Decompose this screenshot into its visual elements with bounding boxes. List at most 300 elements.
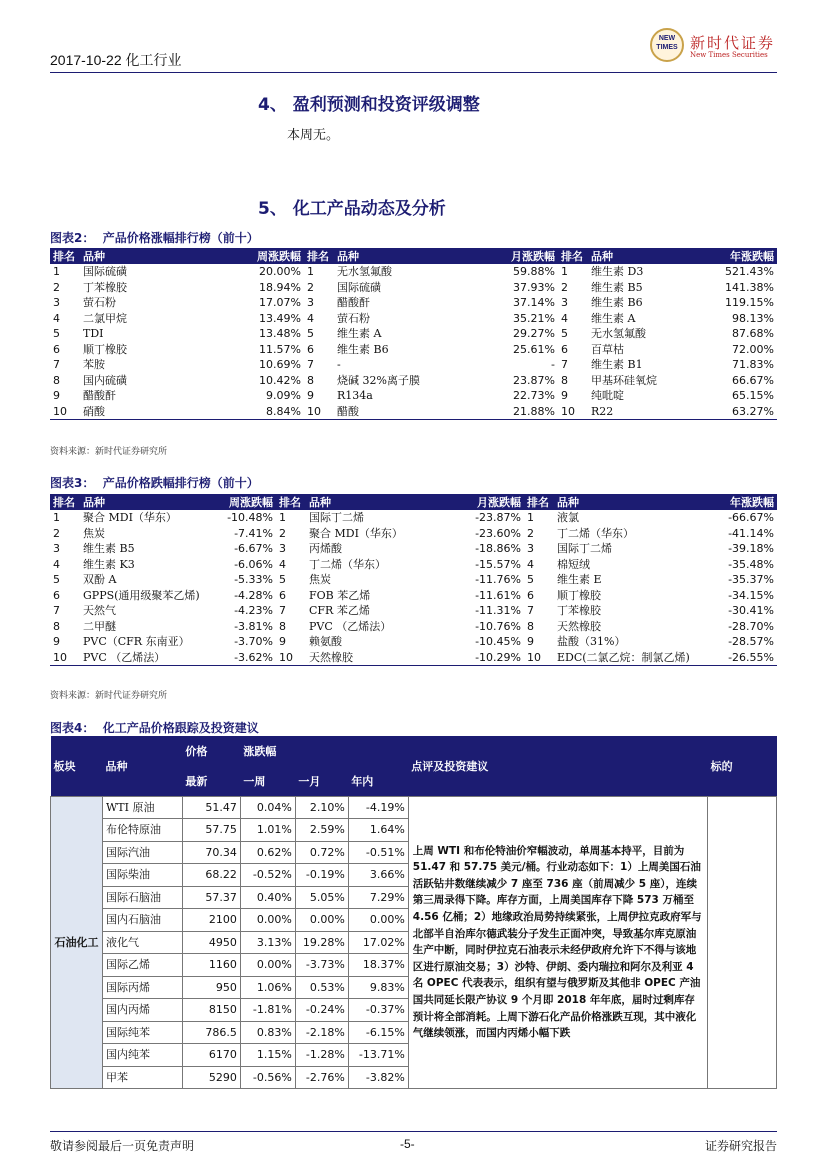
section-4-title: 4、 盈利预测和投资评级调整 [258, 95, 480, 115]
table-cell: 119.15% [725, 296, 774, 310]
table-row [50, 619, 777, 635]
table-cell: 17.07% [259, 296, 301, 310]
table-cell: 23.87% [513, 373, 555, 387]
table-cell: -4.23% [234, 604, 273, 618]
table-cell: 醋酸酐 [83, 389, 116, 403]
table-cell: -3.73% [295, 954, 348, 977]
table-cell: 硝酸 [80, 404, 222, 420]
header-comment: 点评及投资建议 [408, 736, 707, 796]
table-cell: FOB 苯乙烯 [309, 588, 371, 602]
table-3-caption-label: 图表3： [50, 476, 95, 490]
table-cell: -11.31% [475, 604, 521, 618]
price-tracking-table [50, 736, 777, 1089]
table-cell: 棉短绒 [557, 557, 590, 571]
table-cell: 0.00% [348, 909, 408, 932]
table-cell: -28.57% [728, 635, 774, 649]
table-cell: 5 [53, 327, 60, 341]
table-row [50, 557, 777, 573]
table-cell: 醋酸酐 [337, 296, 370, 310]
table-cell: 57.37 [182, 886, 240, 909]
table-cell: 维生素 B1 [591, 358, 643, 372]
table-row [50, 634, 777, 650]
table-cell: 国际硫磺 [337, 280, 381, 294]
table-cell: 21.88% [476, 404, 558, 420]
header-cell: 排名 [50, 248, 80, 264]
table-cell: 维生素 E [557, 573, 602, 587]
table-cell: 0.40% [240, 886, 295, 909]
table-cell: 6 [307, 342, 314, 356]
table-cell: 纯吡啶 [591, 389, 624, 403]
table-cell: 7 [53, 358, 60, 372]
table-cell: GPPS(通用级聚苯乙烯) [83, 588, 200, 602]
table-cell: -10.45% [475, 635, 521, 649]
table-cell: 维生素 A [337, 327, 382, 341]
table-cell: 13.48% [259, 327, 301, 341]
footer-divider [50, 1131, 777, 1132]
table-3-source: 资料来源：新时代证券研究所 [50, 691, 168, 701]
table-cell: 萤石粉 [83, 296, 116, 310]
table-cell: 0.00% [295, 909, 348, 932]
table-cell: 4 [279, 557, 286, 571]
table-cell: 国际汽油 [102, 841, 182, 864]
table-cell: 0.53% [295, 976, 348, 999]
table-cell: 37.14% [513, 296, 555, 310]
table-cell: 二氯甲烷 [83, 311, 127, 325]
table-cell: -0.56% [240, 1066, 295, 1089]
table-cell: 4 [53, 557, 60, 571]
table-cell: 1.64% [348, 819, 408, 842]
table-cell: -4.19% [348, 796, 408, 819]
table-cell: -3.82% [348, 1066, 408, 1089]
table-cell: 9 [527, 635, 534, 649]
table-cell: 87.68% [732, 327, 774, 341]
header-cell: 排名 [304, 248, 334, 264]
table-cell: 1 [307, 265, 314, 279]
table-cell: 6 [53, 342, 60, 356]
table-cell: 1 [279, 511, 286, 525]
table-cell: 51.47 [182, 796, 240, 819]
table-cell: -15.57% [475, 557, 521, 571]
table-cell: -18.86% [475, 542, 521, 556]
table-cell: 维生素 B5 [591, 280, 643, 294]
table-cell: 维生素 A [591, 311, 636, 325]
table-cell: 8.84% [222, 404, 304, 420]
table-cell: 1.06% [240, 976, 295, 999]
table-cell: 6 [527, 588, 534, 602]
table-row [50, 541, 777, 557]
table-cell: 2 [307, 280, 314, 294]
table-cell: 国内石脑油 [102, 909, 182, 932]
comment-cell: 上周 WTI 和布伦特油价窄幅波动，单周基本持平，目前为 51.47 和 57.75 美元/桶。行业动态如下：1）上周美国石油活跃钻井数继续减少 7 座至 736 座（前周减少 5 座），连续第三周录得下降。库存方面，上周美国库存下降 573 万桶至 4.56 亿桶；2）地缘政治局势持续紧张，上周伊拉克政府军与北部半自治库尔德武装分子发生正面冲突，导致基尔库克原油生产中断，同时伊拉克石油表示未经伊政府允许下不得与该地区进行原油交易；3）沙特、伊朗、委内瑞拉和阿尔及利亚 4 名 OPEC 代表表示，组织有望与俄罗斯及其他非 OPEC 产油国共同延长限产协议 9 个月即 2018 年年底，届时过剩库存预计将全部消耗。上周下游石化产品价格涨跌互现，其中液化气继续领涨，而国内丙烯小幅下跌 [408, 796, 707, 1089]
table-cell: - [551, 358, 555, 372]
table-cell: 10 [50, 650, 80, 666]
target-cell [708, 796, 777, 1089]
table-cell: 11.57% [259, 342, 301, 356]
table-cell: 天然橡胶 [306, 650, 444, 666]
table-cell: 4 [527, 557, 534, 571]
table-cell: 顺丁橡胶 [83, 342, 127, 356]
table-cell: 9.83% [348, 976, 408, 999]
table-2-header-row [50, 248, 777, 264]
table-2-caption [50, 229, 259, 246]
table-cell: 10.42% [259, 373, 301, 387]
table-cell: -1.81% [240, 999, 295, 1022]
table-cell: 8 [527, 619, 534, 633]
price-fall-ranking-table [50, 494, 777, 666]
table-cell: R22 [588, 404, 705, 420]
table-cell: 5 [53, 573, 60, 587]
header-cell: 月涨跌幅 [476, 248, 558, 264]
table-row [50, 603, 777, 619]
table-cell: 焦炭 [83, 526, 105, 540]
header-cell: 年涨跌幅 [714, 494, 777, 510]
table-cell: 5.05% [295, 886, 348, 909]
table-cell: -0.24% [295, 999, 348, 1022]
table-cell: -23.60% [475, 526, 521, 540]
table-cell: 国际丁二烯 [557, 542, 612, 556]
table-cell: 4 [561, 311, 568, 325]
table-cell: 0.04% [240, 796, 295, 819]
footer-report-type: 证券研究报告 [704, 1139, 777, 1153]
table-row [50, 526, 777, 542]
table-cell: 焦炭 [309, 573, 331, 587]
table-cell: 5290 [182, 1066, 240, 1089]
table-cell: 19.28% [295, 931, 348, 954]
header-product: 品种 [102, 736, 182, 796]
table-cell: 9 [53, 389, 60, 403]
header-week: 一周 [240, 766, 295, 796]
section-5-title: 5、 化工产品动态及分析 [258, 199, 446, 219]
table-cell: 950 [182, 976, 240, 999]
table-cell: 聚合 MDI（华东） [309, 526, 403, 540]
table-cell: 6 [53, 588, 60, 602]
table-cell: 国际石脑油 [102, 886, 182, 909]
table-cell: 7 [561, 358, 568, 372]
table-cell: 1.01% [240, 819, 295, 842]
table-cell: 1.15% [240, 1044, 295, 1067]
table-cell: 维生素 K3 [83, 557, 135, 571]
table-cell: 7 [279, 604, 286, 618]
table-cell: 天然橡胶 [557, 619, 601, 633]
header-date-industry: 2017-10-22 化工行业 [50, 52, 182, 68]
table-2-source: 资料来源：新时代证券研究所 [50, 447, 168, 457]
table-cell: 顺丁橡胶 [557, 588, 601, 602]
table-cell: 9 [279, 635, 286, 649]
table-cell: 维生素 B6 [337, 342, 389, 356]
table-cell: 10 [304, 404, 334, 420]
table-cell: 盐酸（31%） [557, 635, 626, 649]
table-cell: 98.13% [732, 311, 774, 325]
table-cell: 2100 [182, 909, 240, 932]
table-cell: 丁苯橡胶 [83, 280, 127, 294]
table-cell: 9 [53, 635, 60, 649]
table-cell: -35.37% [728, 573, 774, 587]
table-cell: -11.61% [475, 588, 521, 602]
table-cell: 液化气 [102, 931, 182, 954]
table-cell: 18.37% [348, 954, 408, 977]
table-cell: 维生素 D3 [591, 265, 644, 279]
table-cell: 35.21% [513, 311, 555, 325]
table-cell: 国际乙烯 [102, 954, 182, 977]
table-cell: 烧碱 32%离子膜 [337, 373, 420, 387]
table-cell: 4950 [182, 931, 240, 954]
table-cell: 0.00% [240, 909, 295, 932]
table-cell: 8 [53, 373, 60, 387]
table-cell: 8 [561, 373, 568, 387]
table-cell: 2.59% [295, 819, 348, 842]
table-row [50, 280, 777, 296]
section-4-text: 本周无。 [287, 128, 340, 143]
table-cell: -26.55% [714, 650, 777, 666]
table-cell: 2 [279, 526, 286, 540]
header-cell: 年涨跌幅 [705, 248, 777, 264]
header-divider [50, 72, 777, 73]
table-cell: 国际丁二烯 [309, 511, 364, 525]
table-cell: - [337, 358, 341, 372]
table-row [50, 357, 777, 373]
table-4-caption [50, 719, 259, 736]
header-change: 涨跌幅 [240, 736, 408, 766]
header-target: 标的 [708, 736, 777, 796]
table-cell: 25.61% [513, 342, 555, 356]
page-number: -5- [400, 1137, 415, 1151]
table-cell: 2 [53, 280, 60, 294]
table-cell: 丁二烯（华东） [309, 557, 386, 571]
table-3-caption [50, 474, 259, 491]
table-cell: 0.62% [240, 841, 295, 864]
table-cell: 7 [53, 604, 60, 618]
table-cell: 醋酸 [334, 404, 476, 420]
header-cell: 品种 [554, 494, 714, 510]
price-rise-ranking-table [50, 248, 777, 420]
table-cell: 1 [53, 511, 60, 525]
table-cell: 3 [307, 296, 314, 310]
logo-name: 新时代证券 [690, 34, 776, 52]
page-header [0, 0, 827, 80]
table-cell: -0.51% [348, 841, 408, 864]
table-cell: 71.83% [732, 358, 774, 372]
table-3-header-row [50, 494, 777, 510]
table-cell: 4 [53, 311, 60, 325]
header-cell: 品种 [80, 494, 218, 510]
table-cell: 0.83% [240, 1021, 295, 1044]
table-cell: 3 [53, 296, 60, 310]
table-cell: 59.88% [513, 265, 555, 279]
table-row [50, 404, 777, 420]
table-cell: 1 [53, 265, 60, 279]
table-cell: 丁二烯（华东） [557, 526, 634, 540]
table-cell: 63.27% [705, 404, 777, 420]
table-row [50, 295, 777, 311]
table-cell: 72.00% [732, 342, 774, 356]
table-cell: 10 [524, 650, 554, 666]
table-cell: 9 [307, 389, 314, 403]
table-cell: -35.48% [728, 557, 774, 571]
table-cell: 65.15% [732, 389, 774, 403]
table-cell: -41.14% [728, 526, 774, 540]
table-cell: 1 [527, 511, 534, 525]
table-cell: 8 [53, 619, 60, 633]
header-sector: 板块 [51, 736, 103, 796]
table-cell: -0.37% [348, 999, 408, 1022]
table-cell: -2.18% [295, 1021, 348, 1044]
table-cell: 9.09% [266, 389, 301, 403]
table-cell: 3.66% [348, 864, 408, 887]
table-cell: 维生素 B5 [83, 542, 135, 556]
header-cell: 排名 [558, 248, 588, 264]
company-logo [650, 28, 780, 68]
table-cell: 10.69% [259, 358, 301, 372]
table-cell: -34.15% [728, 588, 774, 602]
table-cell: -10.48% [227, 511, 273, 525]
table-row [51, 796, 777, 819]
logo-english-name: New Times Securities [690, 51, 768, 59]
table-cell: WTI 原油 [102, 796, 182, 819]
table-2-caption-text: 产品价格涨幅排行榜（前十） [102, 231, 259, 245]
table-cell: 赖氨酸 [309, 635, 342, 649]
table-cell: 国际柴油 [102, 864, 182, 887]
table-cell: -3.70% [234, 635, 273, 649]
table-cell: -6.06% [234, 557, 273, 571]
table-cell: 8 [279, 619, 286, 633]
table-row [50, 326, 777, 342]
table-cell: 无水氢氟酸 [591, 327, 646, 341]
table-row [50, 342, 777, 358]
table-cell: 维生素 B6 [591, 296, 643, 310]
table-cell: -11.76% [475, 573, 521, 587]
table-row [50, 650, 777, 666]
table-cell: 3 [561, 296, 568, 310]
table-cell: 无水氢氟酸 [337, 265, 392, 279]
table-cell: 国际纯苯 [102, 1021, 182, 1044]
header-cell: 月涨跌幅 [444, 494, 524, 510]
table-cell: -28.70% [728, 619, 774, 633]
table-cell: 3 [53, 542, 60, 556]
sector-cell: 石油化工 [51, 796, 103, 1089]
table-cell: CFR 苯乙烯 [309, 604, 370, 618]
table-cell: 5 [527, 573, 534, 587]
table-cell: 37.93% [513, 280, 555, 294]
table-row [50, 388, 777, 404]
table-cell: 9 [561, 389, 568, 403]
header-cell: 周涨跌幅 [222, 248, 304, 264]
table-cell: 17.02% [348, 931, 408, 954]
table-cell: 0.72% [295, 841, 348, 864]
table-cell: 6 [279, 588, 286, 602]
table-cell: 521.43% [725, 265, 774, 279]
logo-emblem: NEW TIMES [650, 28, 684, 62]
table-cell: 苯胺 [83, 358, 105, 372]
table-4-caption-text: 化工产品价格跟踪及投资建议 [102, 721, 259, 735]
table-cell: 57.75 [182, 819, 240, 842]
table-cell: -10.29% [444, 650, 524, 666]
table-cell: -2.76% [295, 1066, 348, 1089]
header-cell: 品种 [80, 248, 222, 264]
table-cell: -66.67% [728, 511, 774, 525]
table-cell: 天然气 [83, 604, 116, 618]
table-cell: -6.15% [348, 1021, 408, 1044]
footer-disclaimer: 敬请参阅最后一页免责声明 [50, 1139, 195, 1153]
header-cell: 品种 [334, 248, 476, 264]
table-cell: 7.29% [348, 886, 408, 909]
table-cell: PVC （乙烯法） [309, 619, 392, 633]
table-cell: 18.94% [259, 280, 301, 294]
table-cell: -13.71% [348, 1044, 408, 1067]
table-cell: 5 [561, 327, 568, 341]
table-cell: 国际硫磺 [83, 265, 127, 279]
table-cell: 29.27% [513, 327, 555, 341]
table-cell: 液氯 [557, 511, 579, 525]
table-cell: PVC （乙烯法） [80, 650, 218, 666]
table-cell: 10 [276, 650, 306, 666]
table-cell: -6.67% [234, 542, 273, 556]
table-cell: -3.81% [234, 619, 273, 633]
table-cell: -4.28% [234, 588, 273, 602]
table-cell: 双酚 A [83, 573, 117, 587]
table-3-caption-text: 产品价格跌幅排行榜（前十） [102, 476, 259, 490]
header-latest: 最新 [182, 766, 240, 796]
table-cell: -0.52% [240, 864, 295, 887]
table-4-caption-label: 图表4： [50, 721, 95, 735]
table-cell: 6 [561, 342, 568, 356]
table-row [50, 311, 777, 327]
table-cell: 7 [307, 358, 314, 372]
header-price: 价格 [182, 736, 240, 766]
table-cell: 甲苯 [102, 1066, 182, 1089]
table-cell: 百草枯 [591, 342, 624, 356]
table-cell: 3 [527, 542, 534, 556]
table-cell: 5 [279, 573, 286, 587]
table-2-caption-label: 图表2： [50, 231, 95, 245]
table-cell: -7.41% [234, 526, 273, 540]
table-cell: 66.67% [732, 373, 774, 387]
header-ytd: 年内 [348, 766, 408, 796]
table-cell: PVC（CFR 东南亚） [83, 635, 190, 649]
table-cell: 22.73% [513, 389, 555, 403]
table-cell: -5.33% [234, 573, 273, 587]
header-cell: 品种 [306, 494, 444, 510]
table-cell: 国内丙烯 [102, 999, 182, 1022]
table-cell: 国内纯苯 [102, 1044, 182, 1067]
table-cell: 7 [527, 604, 534, 618]
table-cell: 20.00% [259, 265, 301, 279]
table-cell: 5 [307, 327, 314, 341]
table-cell: 国际丙烯 [102, 976, 182, 999]
table-cell: 2 [527, 526, 534, 540]
table-cell: 68.22 [182, 864, 240, 887]
header-cell: 品种 [588, 248, 705, 264]
table-cell: EDC(二氯乙烷：制氯乙烯) [554, 650, 714, 666]
header-cell: 排名 [524, 494, 554, 510]
header-month: 一月 [295, 766, 348, 796]
header-cell: 周涨跌幅 [218, 494, 276, 510]
table-cell: -23.87% [475, 511, 521, 525]
table-cell: 2.10% [295, 796, 348, 819]
table-cell: 国内硫磺 [83, 373, 127, 387]
table-cell: 1160 [182, 954, 240, 977]
header-cell: 排名 [50, 494, 80, 510]
table-cell: 10 [558, 404, 588, 420]
table-cell: 1 [561, 265, 568, 279]
table-cell: 聚合 MDI（华东） [83, 511, 177, 525]
table-cell: 丁苯橡胶 [557, 604, 601, 618]
table-cell: R134a [337, 389, 373, 403]
table-cell: 丙烯酸 [309, 542, 342, 556]
table-cell: 布伦特原油 [102, 819, 182, 842]
table-cell: -10.76% [475, 619, 521, 633]
table-cell: -0.19% [295, 864, 348, 887]
table-cell: 甲基环硅氧烷 [591, 373, 657, 387]
